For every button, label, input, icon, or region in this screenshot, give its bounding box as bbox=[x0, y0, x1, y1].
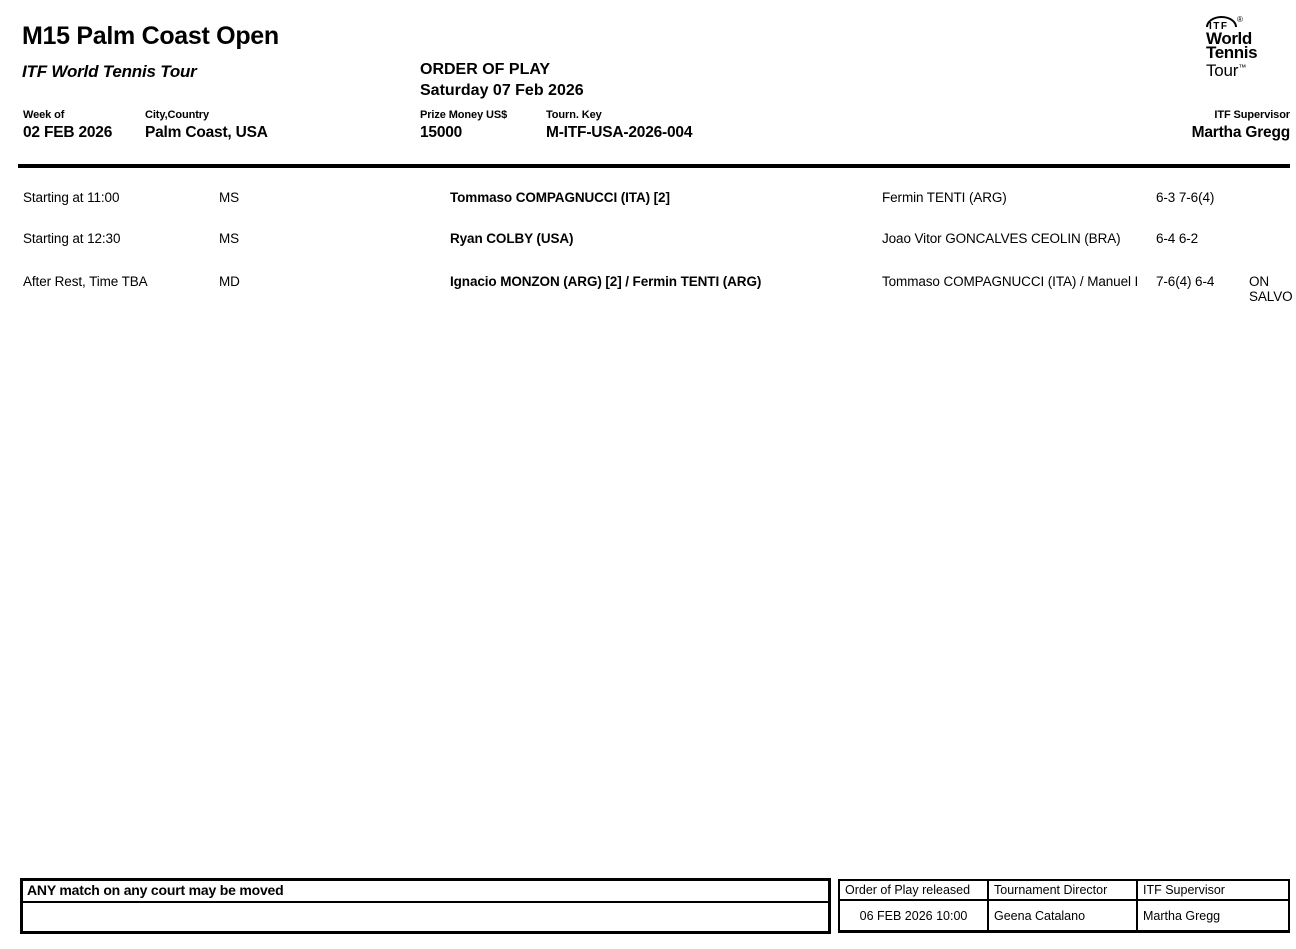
page-title: M15 Palm Coast Open bbox=[22, 22, 279, 50]
released-value: 06 FEB 2026 10:00 bbox=[859, 908, 968, 923]
city-country-value: Palm Coast, USA bbox=[145, 124, 268, 141]
match-side2-overflow: ON SALVO bbox=[1249, 274, 1293, 304]
supervisor-header: ITF Supervisor bbox=[1138, 881, 1288, 901]
director-header: Tournament Director bbox=[989, 881, 1136, 901]
prize-money-label: Prize Money US$ bbox=[420, 109, 508, 121]
prize-money-value: 15000 bbox=[420, 124, 463, 141]
order-of-play-date: Saturday 07 Feb 2026 bbox=[420, 82, 584, 99]
trademark-icon: ™ bbox=[1238, 63, 1247, 72]
footer-notice-text: ANY match on any court may be moved bbox=[23, 881, 828, 903]
order-of-play-heading: ORDER OF PLAY bbox=[420, 61, 551, 78]
director-value: Geena Catalano bbox=[994, 908, 1086, 923]
match-score: 7-6(4) 6-4 bbox=[1156, 274, 1217, 289]
supervisor-value: Martha Gregg bbox=[1143, 908, 1221, 923]
match-category: MS bbox=[219, 231, 240, 246]
match-side1: Ryan COLBY (USA) bbox=[450, 231, 574, 246]
circuit-subtitle: ITF World Tennis Tour bbox=[22, 62, 197, 81]
match-side1: Tommaso COMPAGNUCCI (ITA) [2] bbox=[450, 190, 670, 205]
week-of-label: Week of bbox=[23, 109, 65, 121]
footer-col-supervisor bbox=[1136, 881, 1288, 930]
match-side1: Ignacio MONZON (ARG) [2] / Fermin TENTI (ARG) bbox=[450, 274, 762, 289]
match-row bbox=[0, 190, 1296, 207]
match-row bbox=[0, 274, 1296, 304]
city-country-label: City,Country bbox=[145, 109, 209, 121]
match-time: Starting at 12:30 bbox=[23, 231, 121, 246]
match-row bbox=[0, 231, 1296, 248]
header-divider-rule bbox=[18, 164, 1290, 168]
tournament-key-label: Tourn. Key bbox=[546, 109, 602, 121]
tournament-key-value: M-ITF-USA-2026-004 bbox=[546, 124, 693, 141]
match-score: 6-3 7-6(4) bbox=[1156, 190, 1217, 205]
week-of-value: 02 FEB 2026 bbox=[23, 124, 113, 141]
match-side2: Tommaso COMPAGNUCCI (ITA) / Manuel I bbox=[882, 274, 1139, 289]
match-side2: Joao Vitor GONCALVES CEOLIN (BRA) bbox=[882, 231, 1121, 246]
itf-supervisor-value: Martha Gregg bbox=[1191, 124, 1290, 141]
itf-logo-text: ITF bbox=[1209, 21, 1229, 32]
registered-trademark-icon: ® bbox=[1237, 15, 1243, 24]
logo-word-tennis: Tennis bbox=[1206, 43, 1258, 62]
logo-word-world: World bbox=[1206, 29, 1252, 48]
match-category: MD bbox=[219, 274, 240, 289]
footer-col-released bbox=[840, 881, 987, 930]
itf-logo-mark bbox=[1206, 16, 1246, 32]
match-category: MS bbox=[219, 190, 240, 205]
footer-officials-table bbox=[838, 879, 1290, 933]
released-header: Order of Play released bbox=[840, 881, 987, 901]
itf-world-tennis-tour-logo bbox=[1206, 16, 1296, 78]
match-score: 6-4 6-2 bbox=[1156, 231, 1201, 246]
match-side2: Fermin TENTI (ARG) bbox=[882, 190, 1007, 205]
footer-notice-box bbox=[20, 878, 831, 934]
logo-word-tour: Tour™ bbox=[1206, 61, 1247, 80]
match-time: After Rest, Time TBA bbox=[23, 274, 148, 289]
footer-col-director bbox=[987, 881, 1136, 930]
itf-supervisor-label: ITF Supervisor bbox=[1214, 109, 1290, 121]
match-time: Starting at 11:00 bbox=[23, 190, 120, 205]
